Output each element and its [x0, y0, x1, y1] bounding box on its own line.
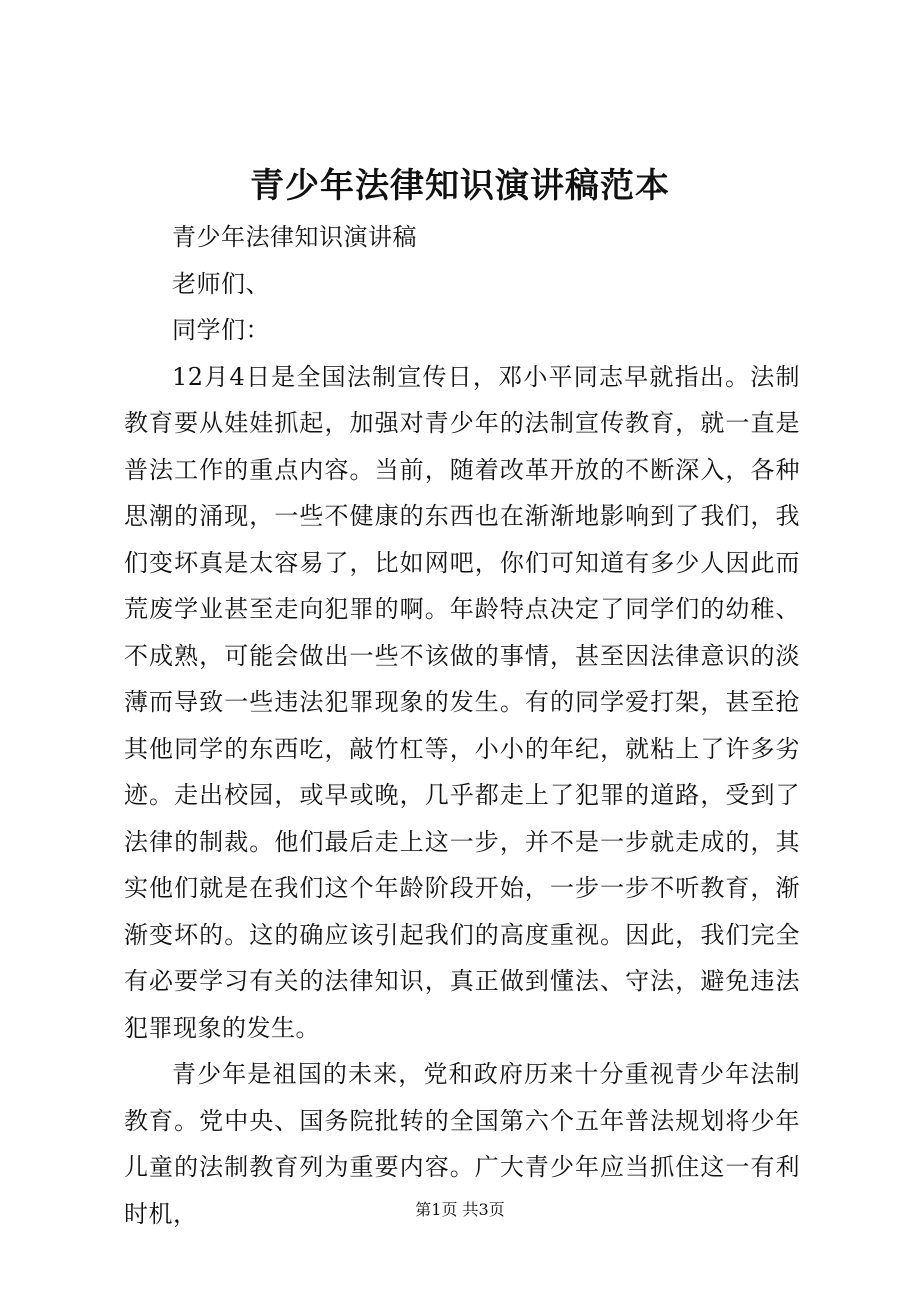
paragraph-salutation-teachers: 老师们、 — [172, 269, 270, 298]
paragraph-subtitle: 青少年法律知识演讲稿 — [172, 223, 417, 251]
page-footer: 第1页 共3页 — [415, 1200, 505, 1219]
paragraph-body-2: 青少年是祖国的未来，党和政府历来十分重视青少年法制教育。党中央、国务院批转的全国第六个五年普法规划将少年儿童的法制教育列为重要内容。广大青少年应当抓住这一有利时机， — [124, 1060, 800, 1228]
document-title: 青少年法律知识演讲稿范本 — [250, 166, 670, 206]
document-body — [124, 214, 800, 1237]
paragraph-salutation-students: 同学们： — [172, 316, 270, 344]
paragraph-body-1: 12月4日是全国法制宣传日，邓小平同志早就指出。法制教育要从娃娃抓起，加强对青少年的法制宣传教育，就一直是普法工作的重点内容。当前，随着改革开放的不断深入，各种思潮的涌现，一些不健康的东西也在渐渐地影响到了我们，我们变坏真是太容易了，比如网吧，你们可知道有多少人因此而荒废学业甚至走向犯罪的啊。年龄特点决定了同学们的幼稚、不成熟，可能会做出一些不该做的事情，甚至因法律意识的淡薄而导致一些违法犯罪现象的发生。有的同学爱打架，甚至抢其他同学的东西吃，敲竹杠等，小小的年纪，就粘上了许多劣迹。走出校园，或早或晚，几乎都走上了犯罪的道路，受到了法律的制裁。他们最后走上这一步，并不是一步就走成的，其实他们就是在我们这个年龄阶段开始，一步一步不听教育，渐渐变坏的。这的确应该引起我们的高度重视。因此，我们完全有必要学习有关的法律知识，真正做到懂法、守法，避免违法犯罪现象的发生。 — [124, 362, 800, 1042]
